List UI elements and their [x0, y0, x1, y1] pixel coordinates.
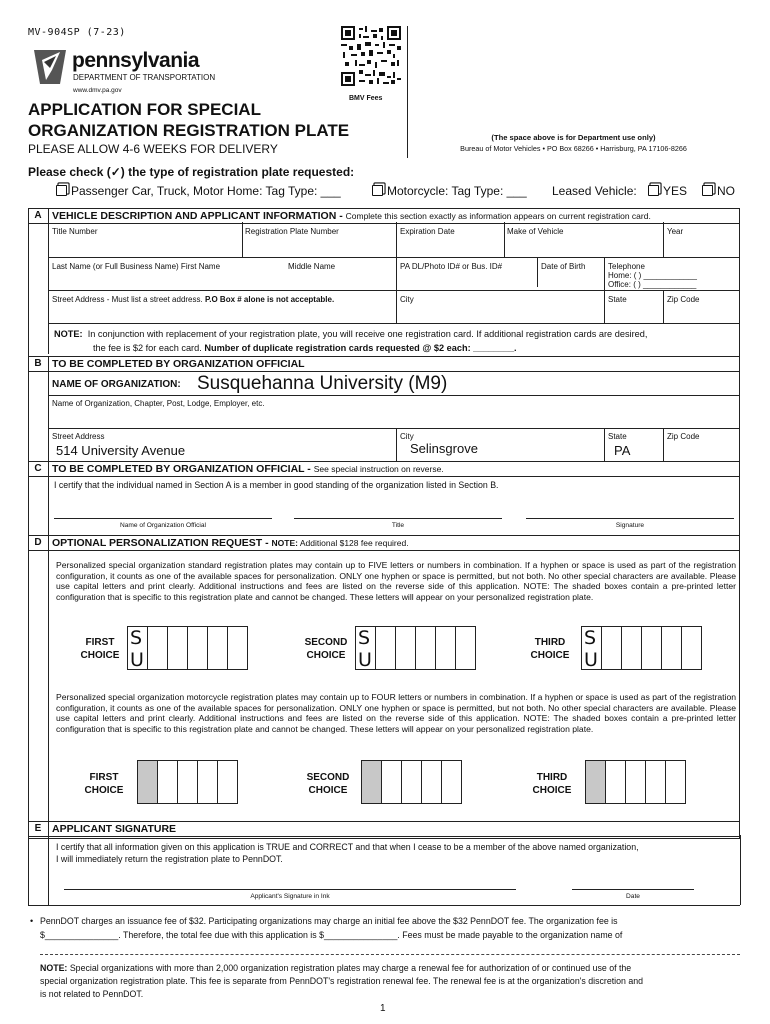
second-choice-boxes[interactable]	[356, 626, 476, 670]
middle-name-label: Middle Name	[288, 262, 336, 271]
org-street-label: Street Address	[52, 432, 105, 441]
section-title: TO BE COMPLETED BY ORGANIZATION OFFICIAL	[52, 358, 305, 370]
fees-label: BMV Fees	[349, 95, 383, 102]
renewal-note-1: NOTE: Special organizations with more than 2,000 organization registration plates may charge a renewal fee for authorization of or continued use of the	[40, 963, 632, 973]
org-street-field[interactable]: 514 University Avenue	[56, 443, 186, 458]
applicant-signature-line[interactable]	[64, 889, 516, 890]
section-letter: D	[28, 536, 49, 550]
moto-third-choice-boxes[interactable]	[586, 760, 686, 804]
renewal-note-3: is not related to PennDOT.	[40, 989, 144, 999]
state-label: State	[608, 295, 627, 304]
section-title: TO BE COMPLETED BY ORGANIZATION OFFICIAL - See special instruction on reverse.	[52, 463, 444, 475]
street-label: Street Address - Must list a street address. P.O Box # alone is not acceptable.	[52, 295, 335, 304]
org-state-field[interactable]: PA	[614, 443, 631, 458]
prefill-letter: S	[358, 627, 371, 649]
prefill-letter: S	[130, 627, 143, 649]
official-name-label: Name of Organization Official	[119, 522, 206, 529]
org-zip-label: Zip Code	[667, 432, 700, 441]
section-letter: E	[28, 822, 49, 836]
section-a-note-cont: the fee is $2 for each card. Number of duplicate registration cards requested @ $2 each: ________.	[93, 343, 517, 353]
section-a-header	[28, 208, 740, 224]
standard-plate-instructions: Personalized special organization standard registration plates may contain up to FIVE letters or numbers in combination. If a hyphen or space is used as part of the registration configuration, it counts as one of the available spaces for personalization. ONLY one hyphen or space is permitted, but not both. No other special characters are available. Please use capital letters and print clearly. Additional instructions and fees are listed on the reverse side of this application. NOTE: The shaded boxes contain a pre-printed letter configuration that is specific to this registration plate and cannot be changed. These letters will appear on your personalized registration plate.	[56, 560, 736, 602]
zip-label: Zip Code	[667, 295, 700, 304]
org-name-field[interactable]: Susquehanna University (M9)	[197, 373, 448, 394]
leased-label: Leased Vehicle:	[552, 184, 637, 198]
org-name-label: NAME OF ORGANIZATION:	[52, 379, 181, 390]
passenger-option[interactable]: Passenger Car, Truck, Motor Home: Tag Type: ___	[56, 184, 341, 198]
official-title-label: Title	[391, 522, 405, 529]
moto-second-choice-label: SECOND CHOICE	[306, 772, 350, 796]
home-phone-field[interactable]: Home: ( ) ____________	[608, 271, 697, 280]
section-title: VEHICLE DESCRIPTION AND APPLICANT INFORMATION - Complete this section exactly as information appears on current registration card.	[52, 210, 651, 222]
section-b-header	[28, 356, 740, 372]
motorcycle-checkbox[interactable]	[372, 185, 383, 196]
bureau-address: Bureau of Motor Vehicles • PO Box 68266 • Harrisburg, PA 17106-8266	[460, 144, 687, 153]
prefill-letter: U	[358, 649, 372, 671]
prefill-letter: S	[584, 627, 597, 649]
section-title: APPLICANT SIGNATURE	[52, 823, 177, 835]
first-choice-boxes[interactable]	[128, 626, 248, 670]
moto-second-choice-boxes[interactable]	[362, 760, 462, 804]
agency-name: pennsylvania	[72, 49, 200, 72]
first-choice-label: FIRST CHOICE	[80, 637, 120, 661]
leased-no-checkbox[interactable]	[702, 185, 713, 196]
dl-id-label: PA DL/Photo ID# or Bus. ID#	[400, 262, 503, 271]
section-e-certify-1: I certify that all information given on this application is TRUE and CORRECT and that when I cease to be a member of the above named organization,	[56, 842, 639, 852]
section-e-header	[28, 821, 740, 837]
delivery-note: PLEASE ALLOW 4-6 WEEKS FOR DELIVERY	[28, 142, 278, 156]
form-id: MV-904SP (7-23)	[28, 27, 126, 38]
prefill-letter: U	[584, 649, 598, 671]
moto-first-choice-label: FIRST CHOICE	[84, 772, 124, 796]
office-phone-field[interactable]: Office: ( ) ____________	[608, 280, 697, 289]
section-c-header	[28, 461, 740, 477]
telephone-label: Telephone	[608, 262, 645, 271]
section-e-certify-2: I will immediately return the registration plate to PennDOT.	[56, 854, 283, 864]
org-city-label: City	[400, 432, 414, 441]
section-title: OPTIONAL PERSONALIZATION REQUEST - NOTE: Additional $128 fee required.	[52, 537, 409, 549]
make-label: Make of Vehicle	[507, 227, 564, 236]
leased-no-option[interactable]: NO	[702, 184, 735, 198]
second-choice-label: SECOND CHOICE	[304, 637, 348, 661]
fee-note-2: $_______________. Therefore, the total fee due with this application is $_______________. Fees must be made payable to the organization name of	[40, 930, 623, 940]
motorcycle-plate-instructions: Personalized special organization motorcycle registration plates may contain up to FOUR letters or numbers in combination. If a hyphen or space is used as part of the registration configuration, it counts as one of the available spaces for personalization. ONLY one hyphen or space is permitted, but not both. No other special characters are available. Please use capital letters and print clearly. Additional instructions and fees are listed on the reverse side of this application. NOTE: The shaded boxes contain a pre-printed letter configuration that is specific to this registration plate and cannot be changed. These letters will appear on your personalized registration plate.	[56, 692, 736, 734]
section-letter: B	[28, 357, 49, 371]
agency-website: www.dmv.pa.gov	[73, 87, 122, 94]
section-c-certify: I certify that the individual named in Section A is a member in good standing of the organization listed in Section B.	[54, 480, 499, 490]
form-title-line2: ORGANIZATION REGISTRATION PLATE	[28, 121, 350, 140]
moto-first-choice-boxes[interactable]	[138, 760, 238, 804]
applicant-signature-label: Applicant's Signature in Ink	[250, 893, 330, 900]
expiration-label: Expiration Date	[400, 227, 455, 236]
agency-department: DEPARTMENT OF TRANSPORTATION	[73, 73, 216, 82]
org-state-label: State	[608, 432, 627, 441]
third-choice-label: THIRD CHOICE	[530, 637, 570, 661]
leased-yes-checkbox[interactable]	[648, 185, 659, 196]
section-letter: C	[28, 462, 49, 476]
official-signature-label: Signature	[615, 522, 645, 529]
fee-note-1: PennDOT charges an issuance fee of $32. Participating organizations may charge an initial fee above the $32 PennDOT fee. The organization fee is	[40, 916, 618, 926]
leased-yes-option[interactable]: YES	[648, 184, 687, 198]
section-a-note: NOTE: In conjunction with replacement of your registration plate, you will receive one registration card. If additional registration cards are desired,	[54, 329, 648, 339]
third-choice-boxes[interactable]	[582, 626, 702, 670]
date-line[interactable]	[572, 889, 694, 890]
prefill-letter: U	[130, 649, 144, 671]
section-letter: A	[28, 209, 49, 223]
plate-number-label: Registration Plate Number	[245, 227, 339, 236]
org-city-field[interactable]: Selinsgrove	[410, 441, 478, 456]
moto-third-choice-label: THIRD CHOICE	[532, 772, 572, 796]
city-label: City	[400, 295, 414, 304]
keystone-logo-icon	[30, 50, 70, 84]
org-name-hint: Name of Organization, Chapter, Post, Lodge, Employer, etc.	[52, 399, 265, 408]
motorcycle-option[interactable]: Motorcycle: Tag Type: ___	[372, 184, 527, 198]
dept-use-note: (The space above is for Department use only)	[491, 133, 656, 142]
last-name-label: Last Name (or Full Business Name) First Name	[52, 262, 221, 271]
section-d-header	[28, 535, 740, 551]
bullet-icon: •	[30, 916, 34, 926]
year-label: Year	[667, 227, 684, 236]
passenger-checkbox[interactable]	[56, 185, 67, 196]
plate-type-prompt: Please check (✓) the type of registration plate requested:	[28, 165, 355, 179]
dob-label: Date of Birth	[541, 262, 586, 271]
page-number: 1	[380, 1003, 386, 1014]
qr-code	[341, 26, 401, 86]
form-title-line1: APPLICATION FOR SPECIAL	[28, 100, 261, 119]
title-number-label: Title Number	[52, 227, 98, 236]
renewal-note-2: special organization registration plate. This fee is separate from PennDOT's registration renewal fee. The renewal fee is at the organization's discretion and	[40, 976, 644, 986]
date-label: Date	[626, 893, 640, 900]
